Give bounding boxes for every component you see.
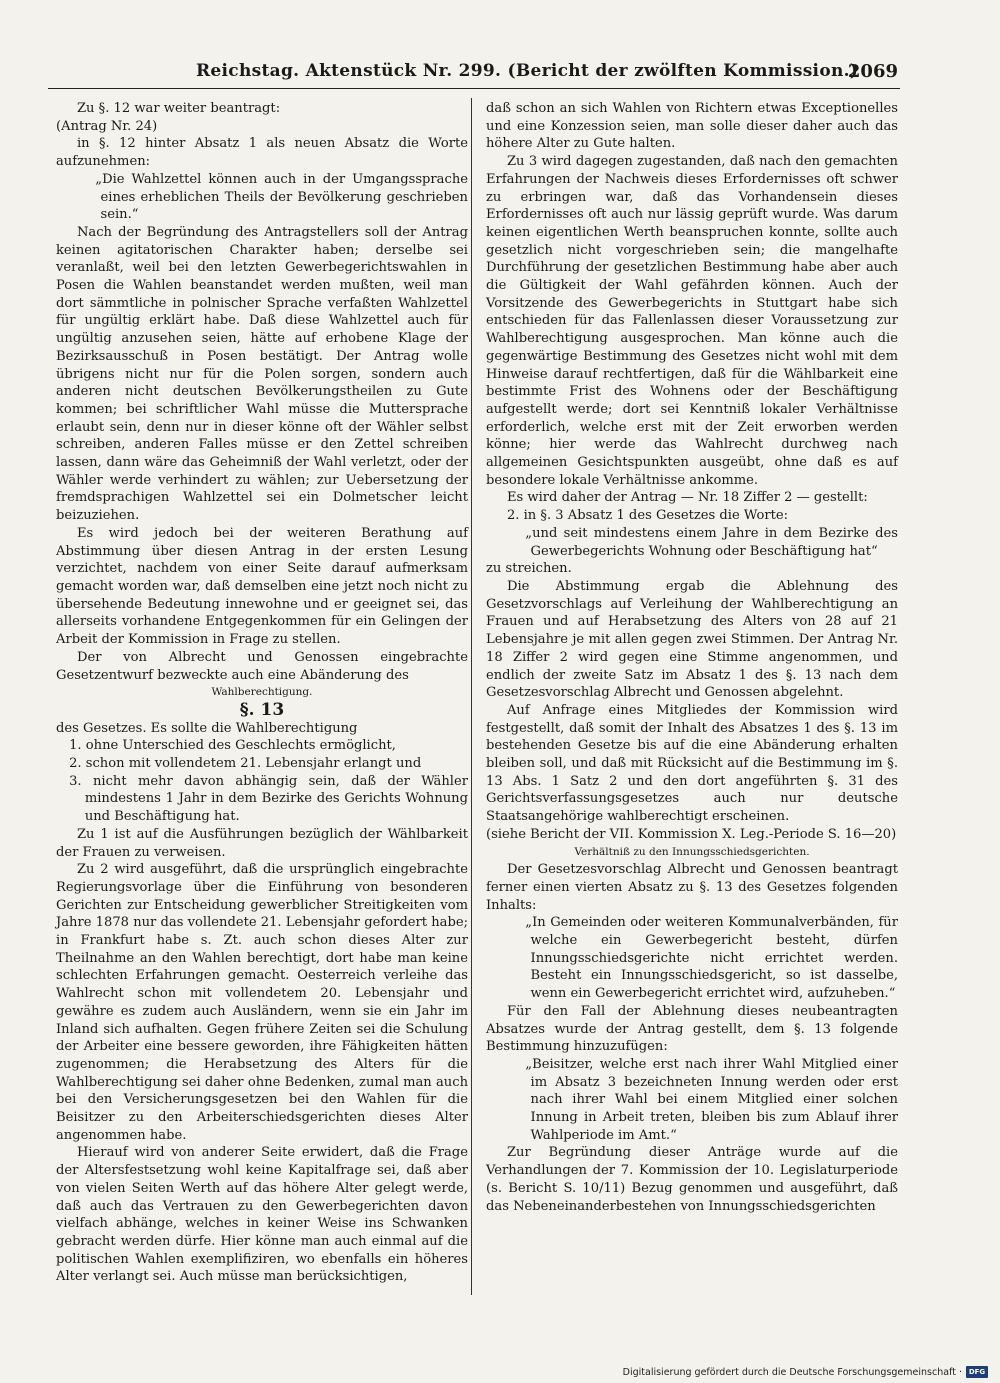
paragraph: Der von Albrecht und Genossen eingebrachte Gesetzentwurf bezweckte auch eine Abänderung des xyxy=(56,649,468,683)
footer-text: Digitalisierung gefördert durch die Deutsche Forschungsgemeinschaft · xyxy=(622,1366,962,1378)
list-item: 1. ohne Unterschied des Geschlechts ermöglicht, xyxy=(69,738,396,754)
paragraph: Zu 2 wird ausgeführt, daß die ursprünglich eingebrachte Regierungsvorlage über die Einführung von besonderen Gerichten zur Entscheidung gewerblicher Streitigkeiten vom Jahre 1878 nur das vollendete 21. Lebensjahr gefordert habe; in Frankfurt habe s. Zt. auch schon dieses Alter zur Theilnahme an den Wahlen berechtigt, dort habe man keine schlechten Erfahrungen gemacht. Oesterreich verleihe das Wahlrecht schon mit vollendetem 20. Lebensjahr und gewähre es zudem auch Ausländern, wenn sie ein Jahr im Inland sich aufhalten. Gegen frühere Zeiten sei die Schulung der Arbeiter eine bessere geworden, ihre Fähigkeiten hätten zugenommen; die Herabsetzung des Alters für die Wahlberechtigung sei daher ohne Bedenken, zumal man auch bei den Versicherungsgesetzen bei den Wahlen für die Beisitzer zu den Arbeiterschiedsgerichten dieses Alter angenommen habe. xyxy=(56,862,468,1143)
paragraph: Zu 3 wird dagegen zugestanden, daß nach den gemachten Erfahrungen der Nachweis dieses Erfordernisses oft schwer zu erbringen war, daß das Vorhandensein dieses Erfordernisses oft auch nur lässig geprüft wurde. Was darum keinen eigentlichen Werth beanspruchen konnte, sollte auch gesetzlich nicht vorgeschrieben sein; die mangelhafte Durchführung der gesetzlichen Bestimmung habe aber auch die Gültigkeit der Wahl gefährden können. Auch der Vorsitzende des Gewerbegerichts in Stuttgart habe sich entschieden für das Fallenlassen dieser Voraussetzung zur Wahlberechtigung ausgesprochen. Man könne auch die gegenwärtige Bestimmung des Gesetzes nicht wohl mit dem Hinweise darauf rechtfertigen, daß für die Wählbarkeit eine bestimmte Frist des Wohnens oder der Beschäftigung aufgestellt werde; dort sei Kenntniß lokaler Verhältnisse erforderlich, welche erst mit der Zeit erworben werden könne; hier werde das Wahlrecht durchweg nach allgemeinen Gesichtspunkten ausgeübt, ohne daß es auf besondere lokale Verhältnisse ankomme. xyxy=(486,154,898,488)
paragraph: Hierauf wird von anderer Seite erwidert, daß die Frage der Altersfestsetzung wohl keine Kapitalfrage sei, daß aber von vielen Seiten Werth auf das höhere Alter gelegt werde, daß auch das Vertrauen zu den Gewerbegerichten davon vielfach abhänge, welches in keiner Weise ins Schwanken gebracht werden dürfe. Hier könne man auch einmal auf die politischen Wahlen exemplifiziren, wo ebenfalls ein höheres Alter verlangt sei. Auch müsse man berücksichtigen, xyxy=(56,1145,468,1285)
column-divider xyxy=(471,98,472,1295)
page-number: 2069 xyxy=(847,61,898,82)
quotation: „und seit mindestens einem Jahre in dem Bezirke des Gewerbegerichts Wohnung oder Beschäftigung hat“ xyxy=(525,525,898,559)
paragraph: daß schon an sich Wahlen von Richtern etwas Exceptionelles und eine Konzession seien, man solle dieser daher auch das höhere Alter zu Gute halten. xyxy=(486,101,898,152)
paragraph: Es wird daher der Antrag — Nr. 18 Ziffer 2 — gestellt: xyxy=(506,490,868,506)
header-title: Reichstag. Aktenstück Nr. 299. (Bericht der zwölften Kommission.) xyxy=(196,61,859,81)
subheading: Wahlberechtigung. xyxy=(211,686,313,699)
list-item: 2. schon mit vollendetem 21. Lebensjahr erlangt und xyxy=(69,756,422,772)
section-heading: §. 13 xyxy=(239,699,285,720)
paragraph: Auf Anfrage eines Mitgliedes der Kommission wird festgestellt, daß somit der Inhalt des Absatzes 1 des §. 13 im bestehenden Gesetze bis auf die eine Abänderung erhalten bleiben soll, und daß mit Rücksicht auf die Bestimmung im §. 13 Abs. 1 Satz 2 und den dort angeführten §. 31 des Gerichtsverfassungsgesetzes auch nur deutsche Staatsangehörige wahlberechtigt erscheinen. xyxy=(486,702,898,825)
paragraph: Nach der Begründung des Antragstellers soll der Antrag keinen agitatorischen Charakter haben; derselbe sei veranlaßt, weil bei den letzten Gewerbegerichtswahlen in Posen die Wahlen beanstandet werden mußten, weil man dort sämmtliche in polnischer Sprache verfaßten Wahlzettel für ungültig erklärt habe. Daß diese Wahlzettel auch für ungültig anzusehen seien, hätte auf erhobene Klage der Bezirksausschuß in Posen bestätigt. Der Antrag wolle übrigens nicht nur für die Polen sorgen, sondern auch anderen nicht deutschen Bevölkerungstheilen zu Gute kommen; bei schriftlicher Wahl müsse die Muttersprache erlaubt sein, denn nur in dieser könne oft der Wähler selbst schreiben, anderen Falles müsse er den Zettel schreiben lassen, dann wäre das Geheimniß der Wahl verletzt, oder der Wähler werde verhindert zu wählen; zur Uebersetzung der fremdsprachigen Wahlzettel sei ein Dolmetscher leicht beizuziehen. xyxy=(56,224,468,524)
page-footer xyxy=(623,1366,988,1378)
paragraph: Der Gesetzesvorschlag Albrecht und Genossen beantragt ferner einen vierten Absatz zu §. 13 des Gesetzes folgenden Inhalts: xyxy=(486,862,898,913)
paragraph: Zur Begründung dieser Anträge wurde auf die Verhandlungen der 7. Kommission der 10. Legislaturperiode (s. Bericht S. 10/11) Bezug genommen und ausgeführt, daß das Nebeneinanderbestehen von Innungsschiedsgerichten xyxy=(486,1145,898,1214)
paragraph: Zu 1 ist auf die Ausführungen bezüglich der Wählbarkeit der Frauen zu verweisen. xyxy=(56,826,468,860)
paragraph: Die Abstimmung ergab die Ablehnung des Gesetzvorschlags auf Verleihung der Wahlberechtigung an Frauen und auf Herabsetzung des Alters von 28 auf 21 Lebensjahre je mit allen gegen zwei Stimmen. Der Antrag Nr. 18 Ziffer 2 wird gegen eine Stimme angenommen, und endlich der zweite Satz im Absatz 1 des §. 13 nach dem Gesetzesvorschlag Albrecht und Genossen abgelehnt. xyxy=(486,578,898,701)
paragraph: Zu §. 12 war weiter beantragt: xyxy=(76,101,281,116)
page-header xyxy=(48,58,900,89)
paragraph: Für den Fall der Ablehnung dieses neubeantragten Absatzes wurde der Antrag gestellt, dem §. 13 folgende Bestimmung hinzuzufügen: xyxy=(486,1003,898,1055)
list-item: 3. nicht mehr davon abhängig sein, daß der Wähler mindestens 1 Jahr in dem Bezirke des Gerichts Wohnung und Beschäftigung hat. xyxy=(69,773,468,825)
paragraph: des Gesetzes. Es sollte die Wahlberechtigung xyxy=(56,720,358,736)
right-column xyxy=(486,100,898,1215)
quotation: „Die Wahlzettel können auch in der Umgangssprache eines erheblichen Theils der Bevölkerung geschrieben sein.“ xyxy=(95,171,468,223)
subheading: Verhältniß zu den Innungsschiedsgerichten. xyxy=(574,845,810,858)
paragraph: (Antrag Nr. 24) xyxy=(56,118,158,134)
paragraph: in §. 12 hinter Absatz 1 als neuen Absatz die Worte aufzunehmen: xyxy=(56,136,468,170)
paragraph: 2. in §. 3 Absatz 1 des Gesetzes die Worte: xyxy=(506,508,789,524)
paragraph: (siehe Bericht der VII. Kommission X. Leg.-Periode S. 16—20) xyxy=(486,826,897,842)
paragraph: Es wird jedoch bei der weiteren Berathung auf Abstimmung über diesen Antrag in der ersten Lesung verzichtet, nachdem von einer Seite darauf aufmerksam gemacht worden war, daß demselben eine jetzt noch nicht zu übersehende Bedeutung innewohne und er geeignet sei, das allerseits vorhandene Entgegenkommen für ein Gelingen der Arbeit der Kommission in Frage zu stellen. xyxy=(56,525,468,648)
dfg-logo-icon: DFG xyxy=(966,1366,988,1378)
paragraph: zu streichen. xyxy=(486,561,572,577)
quotation: „In Gemeinden oder weiteren Kommunalverbänden, für welche ein Gewerbegericht besteht, dürfen Innungsschiedsgerichte nicht errichtet werden. Besteht ein Innungsschiedsgericht, so ist dasselbe, wenn ein Gewerbegericht errichtet wird, aufzuheben.“ xyxy=(525,915,898,1002)
quotation: „Beisitzer, welche erst nach ihrer Wahl Mitglied einer im Absatz 3 bezeichneten Innung werden oder erst nach ihrer Wahl bei einem Mitglied einer solchen Innung in Arbeit treten, bleiben bis zum Ablauf ihrer Wahlperiode im Amt.“ xyxy=(525,1056,898,1143)
left-column xyxy=(56,100,468,1286)
